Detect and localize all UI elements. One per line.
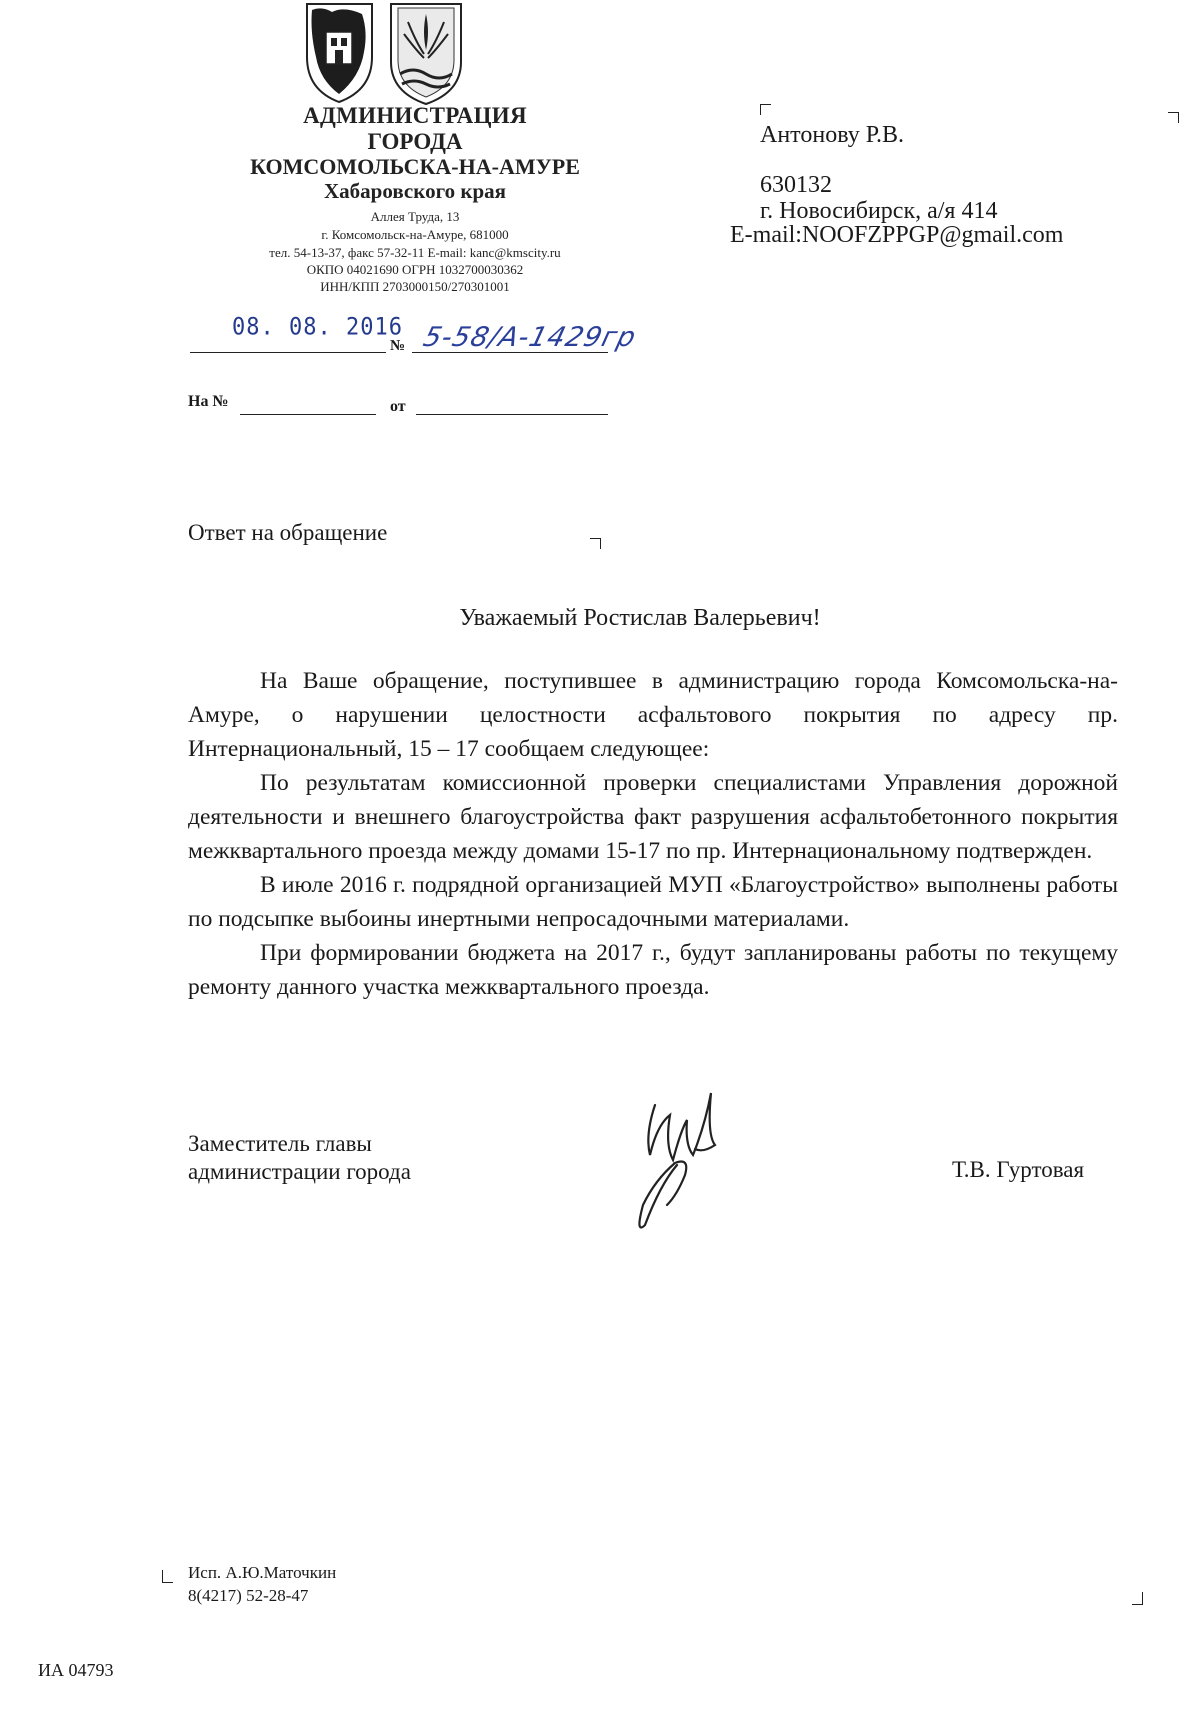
signatory-name: Т.В. Гуртовая (952, 1157, 1085, 1182)
paragraph-4: При формировании бюджета на 2017 г., будут запланированы работы по текущему ремонту данного участка межквартального проезда. (188, 940, 1118, 1000)
letter-body (188, 664, 1118, 1004)
paragraph-3: В июле 2016 г. подрядной организацией МУП «Благоустройство» выполнены работы по подсыпке выбоины инертными непросадочными материалами. (188, 872, 1118, 932)
incoming-number-label: На № (188, 393, 229, 410)
addressee-city: г. Новосибирск, а/я 414 (760, 198, 998, 224)
letterhead-line1: АДМИНИСТРАЦИЯ (303, 103, 527, 128)
outgoing-date-stamp: 08. 08. 2016 (232, 313, 403, 342)
document-code: ИА 04793 (38, 1660, 114, 1680)
letterhead-city: г. Комсомольск-на-Амуре, 681000 (321, 227, 509, 242)
executor-name: Исп. А.Ю.Маточкин (188, 1563, 337, 1582)
incoming-date-label: от (390, 398, 406, 415)
letter-subject: Ответ на обращение (188, 520, 388, 545)
greeting (0, 605, 1204, 632)
date-underline (190, 352, 386, 353)
letterhead-contacts: тел. 54-13-37, факс 57-32-11 E-mail: kanc@kmscity.ru (269, 245, 561, 260)
letterhead-inn: ИНН/КПП 2703000150/270301001 (320, 279, 510, 294)
incoming-date-underline (416, 414, 608, 415)
letterhead-address: Аллея Труда, 13 (370, 209, 460, 224)
registration-number-label: № (390, 338, 406, 354)
city-emblems (302, 2, 612, 106)
addressee-corner-top-right (1168, 112, 1179, 123)
addressee-email: E-mail:NOOFZPPGP@gmail.com (730, 222, 1064, 248)
letterhead-line2: ГОРОДА (367, 129, 463, 154)
signatory-position-line1: Заместитель главы (188, 1131, 372, 1156)
letterhead-line3: КОМСОМОЛЬСКА-НА-АМУРЕ (250, 154, 580, 179)
letterhead-okpo: ОКПО 04021690 ОГРН 1032700030362 (306, 262, 524, 277)
addressee-postcode: 630132 (760, 172, 832, 198)
city-coat-of-arms-icon (307, 4, 372, 102)
signatory-position-line2: администрации города (188, 1159, 411, 1184)
registration-number-handwritten: 5-58/А-1429гр (420, 322, 640, 353)
bottom-right-corner-mark (1132, 1592, 1143, 1605)
incoming-number-underline (240, 414, 376, 415)
greeting-text: Уважаемый Ростислав Валерьевич! (459, 605, 821, 631)
paragraph-1: На Ваше обращение, поступившее в администрацию города Комсомольска-на-Амуре, о нарушении целостности асфальтового покрытия по адресу пр. Интернациональный, 15 – 17 сообщаем следующее: (188, 668, 1118, 762)
subject-corner-mark (590, 538, 601, 549)
executor-info (188, 1561, 336, 1607)
paragraph-2: По результатам комиссионной проверки специалистами Управления дорожной деятельности и внешнего благоустройства факт разрушения асфальтобетонного покрытия межквартального проезда между домами 15-17 по пр. Интернациональному подтвержден. (188, 770, 1118, 864)
region-coat-of-arms-icon (391, 4, 461, 104)
executor-phone: 8(4217) 52-28-47 (188, 1586, 309, 1605)
addressee-corner-top-left (760, 104, 771, 115)
handwritten-signature (615, 1085, 725, 1235)
letterhead-line4: Хабаровского края (324, 179, 506, 203)
executor-corner-mark (162, 1570, 173, 1583)
signatory-position (188, 1130, 411, 1186)
addressee-name: Антонову Р.В. (760, 122, 905, 148)
